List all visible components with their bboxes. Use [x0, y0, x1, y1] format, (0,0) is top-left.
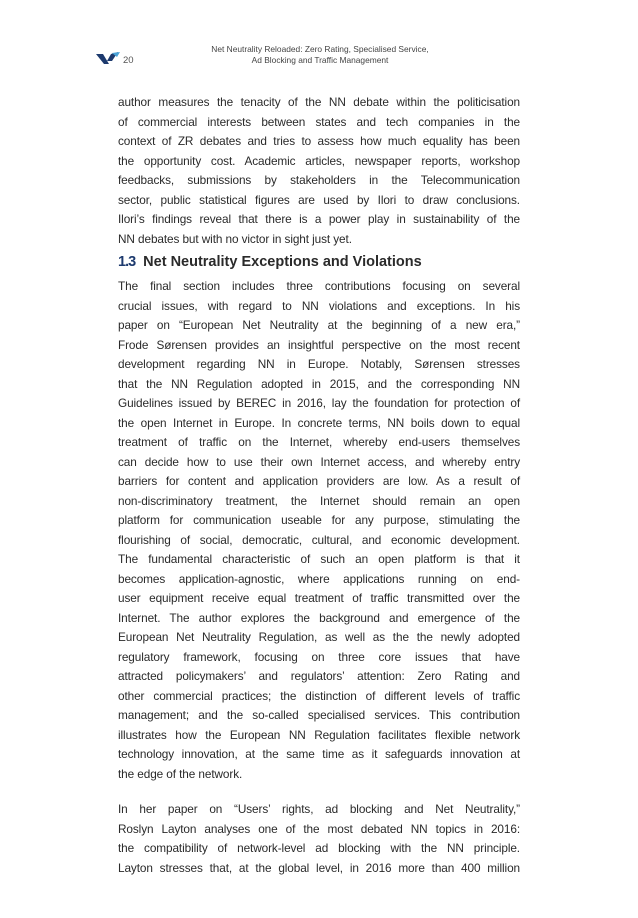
- text-line: development regarding NN in Europe. Notably, Sørensen stresses: [118, 357, 520, 371]
- text-line: author measures the tenacity of the NN debate within the politicisation: [118, 95, 520, 109]
- text-line: technology innovation, at the same time as it safeguards innovation at: [118, 747, 520, 761]
- text-line: Ilori’s findings reveal that there is a power play in sustainability of the: [118, 212, 520, 226]
- paragraph-2: [118, 277, 520, 784]
- text-line: Roslyn Layton analyses one of the most debated NN topics in 2016:: [118, 821, 520, 836]
- text-line: In her paper on “Users’ rights, ad blocking and Net Neutrality,”: [118, 802, 520, 816]
- text-line: crucial issues, with regard to NN violations and exceptions. In his: [118, 298, 520, 313]
- text-line: can decide how to use their own Internet access, and whereby entry: [118, 454, 520, 469]
- text-line: Frode Sørensen provides an insightful perspective on the most recent: [118, 337, 520, 352]
- text-line: The final section includes three contributions focusing on several: [118, 279, 520, 293]
- text-line: European Net Neutrality Regulation, as well as the the newly adopted: [118, 630, 520, 644]
- text-line: barriers for content and application providers are low. As a result of: [118, 474, 520, 488]
- text-line: other commercial practices; the distinction of different levels of traffic: [118, 688, 520, 703]
- text-line: treatment of traffic on the Internet, whereby end-users themselves: [118, 435, 520, 449]
- text-line: paper on “European Net Neutrality at the beginning of a new era,”: [118, 318, 520, 332]
- running-title-line2: Ad Blocking and Traffic Management: [251, 55, 389, 65]
- text-line: illustrates how the European NN Regulation facilitates flexible network: [118, 727, 520, 742]
- text-line: Layton stresses that, at the global level, in 2016 more than 400 million: [118, 860, 520, 875]
- paragraph-3: [118, 800, 520, 878]
- text-line: attracted policymakers’ and regulators’ attention: Zero Rating and: [118, 669, 520, 683]
- text-line: NN debates but with no victor in sight just yet.: [118, 231, 352, 246]
- text-line: the edge of the network.: [118, 766, 243, 781]
- text-line: platform for communication useable for any purpose, stimulating the: [118, 513, 520, 527]
- text-line: regulatory framework, focusing on three core issues that have: [118, 649, 520, 664]
- text-line: the open Internet in Europe. In concrete terms, NN boils down to equal: [118, 415, 520, 430]
- text-line: sector, public statistical figures are used by Ilori to draw conclusions.: [118, 192, 520, 207]
- text-line: of commercial interests between states and tech companies in the: [118, 114, 520, 129]
- text-line: the compatibility of network-level ad blocking with the NN principle.: [118, 841, 520, 855]
- text-line: Guidelines issued by BEREC in 2016, lay the foundation for protection of: [118, 396, 520, 410]
- text-line: context of ZR debates and tries to assess how much equality has been: [118, 134, 520, 148]
- publisher-logo-icon: [96, 52, 120, 66]
- page-number: 20: [123, 55, 134, 66]
- text-line: that the NN Regulation adopted in 2015, and the corresponding NN: [118, 376, 520, 391]
- text-line: the opportunity cost. Academic articles, newspaper reports, workshop: [118, 153, 520, 168]
- running-title-line1: Net Neutrality Reloaded: Zero Rating, Specialised Service,: [211, 44, 429, 54]
- paragraph-1: [118, 93, 520, 249]
- text-line: management; and the so-called specialised services. This contribution: [118, 708, 520, 722]
- text-line: non-discriminatory treatment, the Internet should remain an open: [118, 493, 520, 508]
- running-header: [190, 44, 450, 66]
- text-line: Internet. The author explores the background and emergence of the: [118, 610, 520, 625]
- text-line: user equipment receive equal treatment of traffic transmitted over the: [118, 591, 520, 605]
- text-line: flourishing of social, democratic, cultural, and economic development.: [118, 532, 520, 547]
- text-line: becomes application-agnostic, where applications running on end-: [118, 571, 520, 586]
- section-heading: [118, 252, 422, 272]
- section-title: Net Neutrality Exceptions and Violations: [143, 254, 422, 270]
- section-number: 1.3: [118, 254, 136, 270]
- text-line: The fundamental characteristic of such an open platform is that it: [118, 552, 520, 566]
- text-line: feedbacks, submissions by stakeholders in the Telecommunication: [118, 173, 520, 187]
